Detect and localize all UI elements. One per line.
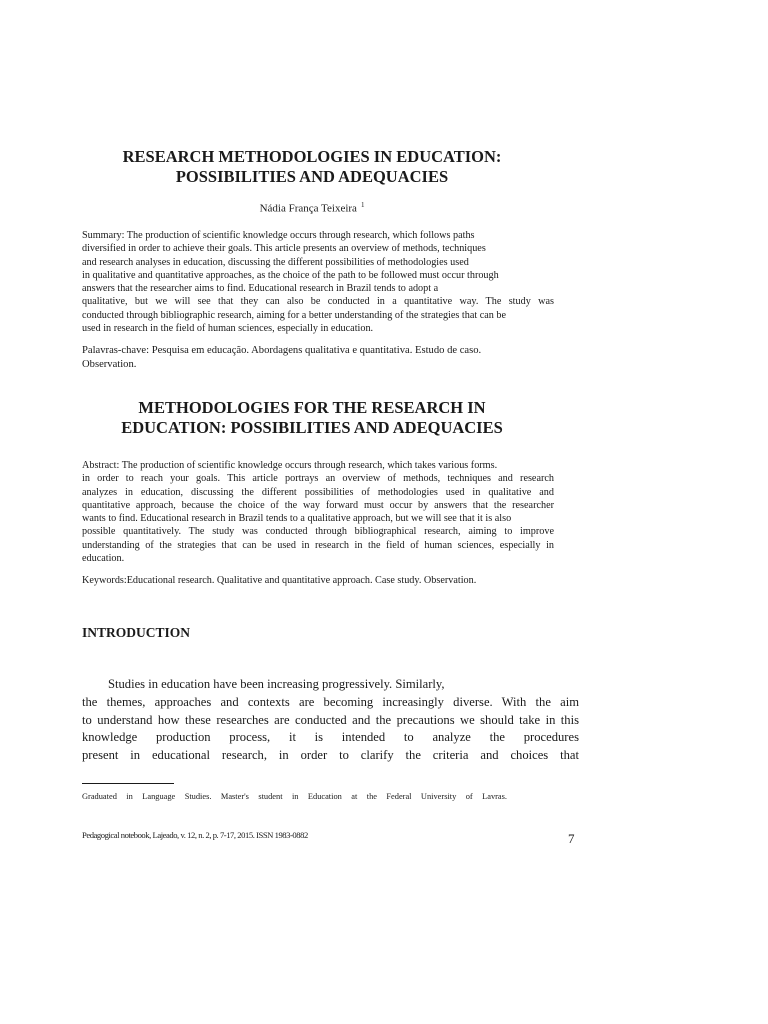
body-line: to understand how these researches are conducted and the precautions we should take in this — [82, 712, 579, 727]
abstract-line: Abstract: The production of scientific knowledge occurs through research, which takes various forms. — [82, 460, 498, 471]
journal-citation-footer: Pedagogical notebook, Lajeado, v. 12, n. 2, p. 7-17, 2015. ISSN 1983-0882 — [82, 830, 308, 840]
abstract-paragraph — [82, 459, 554, 565]
page-number: 7 — [568, 831, 575, 846]
paper-title-english-version — [82, 398, 542, 438]
summary-line: in qualitative and quantitative approaches, as the choice of the path to be followed must occur through — [82, 269, 499, 281]
title-line-1: RESEARCH METHODOLOGIES IN EDUCATION: — [122, 147, 502, 166]
abstract-line: quantitative approach, because the choice of the way forward must occur by answers that the researcher — [82, 499, 554, 511]
introduction-heading: INTRODUCTION — [82, 625, 191, 640]
summary-paragraph — [82, 229, 554, 335]
body-line: Studies in education have been increasing progressively. Similarly, — [108, 677, 445, 691]
summary-line: qualitative, but we will see that they can also be conducted in a quantitative way. The study was — [82, 296, 554, 308]
author-footnote-marker: 1 — [360, 201, 365, 209]
title-line-2: EDUCATION: POSSIBILITIES AND ADEQUACIES — [121, 418, 503, 437]
palavras-chave-line: Observation. — [82, 359, 137, 370]
footnote: Graduated in Language Studies. Master's student in Education at the Federal University of Lavras. — [82, 792, 507, 801]
body-line: present in educational research, in order to clarify the criteria and choices that — [82, 748, 579, 763]
abstract-line: analyzes in education, discussing the different possibilities of methodologies used in qualitative and — [82, 486, 554, 498]
paper-title-portuguese-version — [82, 147, 542, 187]
author-line — [82, 198, 542, 216]
abstract-line: in order to reach your goals. This article portrays an overview of methods, techniques and research — [82, 473, 554, 485]
palavras-chave-paragraph — [82, 344, 554, 372]
abstract-line: understanding of the strategies that can be used in research in the field of human sciences, especially in — [82, 539, 554, 551]
summary-line: conducted through bibliographic research, aiming for a better understanding of the strategies that can be — [82, 309, 507, 321]
footnote-separator — [82, 783, 174, 784]
body-line: the themes, approaches and contexts are becoming increasingly diverse. With the aim — [82, 694, 579, 709]
author-name: Nádia França Teixeira — [259, 202, 357, 215]
title-line-2: POSSIBILITIES AND ADEQUACIES — [175, 167, 449, 186]
summary-line: answers that the researcher aims to find. Educational research in Brazil tends to adopt a — [82, 283, 439, 295]
introduction-paragraph — [82, 676, 579, 765]
abstract-line: education. — [82, 553, 125, 565]
summary-line: used in research in the field of human sciences, especially in education. — [82, 323, 374, 335]
summary-line: diversified in order to achieve their goals. This article presents an overview of methods, techniques — [82, 243, 486, 255]
abstract-line: possible quantitatively. The study was conducted through bibliographical research, aiming to improve — [82, 526, 554, 538]
keywords-paragraph — [82, 574, 554, 587]
body-line: knowledge production process, it is intended to analyze the procedures — [82, 730, 579, 745]
palavras-chave-line: Palavras-chave: Pesquisa em educação. Abordagens qualitativa e quantitativa. Estudo de caso. — [82, 345, 482, 356]
summary-line: Summary: The production of scientific knowledge occurs through research, which follows paths — [82, 230, 475, 241]
summary-line: and research analyses in education, discussing the different possibilities of methodologies used — [82, 256, 469, 268]
title-line-1: METHODOLOGIES FOR THE RESEARCH IN — [138, 398, 486, 417]
keywords-line: Keywords:Educational research. Qualitative and quantitative approach. Case study. Observation. — [82, 575, 477, 586]
abstract-line: wants to find. Educational research in Brazil tends to a qualitative approach, but we will see that it is also — [82, 513, 512, 525]
